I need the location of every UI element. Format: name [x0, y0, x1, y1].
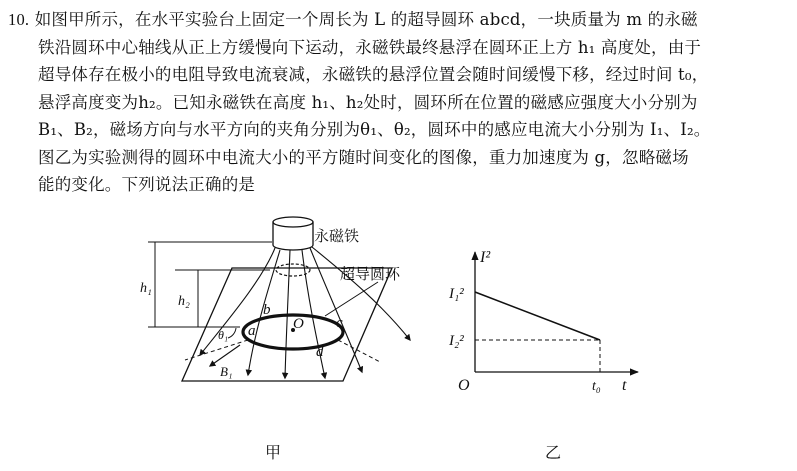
point-c-label: c	[336, 315, 343, 331]
magnet-bottom	[273, 245, 313, 250]
point-o-label: O	[293, 316, 304, 332]
point-d-label: d	[316, 344, 324, 360]
problem-line-1	[8, 6, 788, 34]
h1-label: h₁	[140, 281, 152, 296]
i-squared-line	[475, 292, 600, 340]
problem-text	[8, 6, 788, 199]
problem-line-5: B₁、B₂，磁场方向与水平方向的夹角分别为θ₁、θ₂，圆环中的感应电流大小分别为 I₁、I₂。	[38, 120, 711, 139]
y-tick-i1sq: I₁²	[449, 286, 464, 302]
problem-line-6: 图乙为实验测得的圆环中电流大小的平方随时间变化的图像，重力加速度为 g，忽略磁场	[38, 147, 689, 167]
problem-line-1-text: 如图甲所示，在水平实验台上固定一个周长为 L 的超导圆环 abcd，一块质量为 m 的永磁	[34, 10, 698, 29]
figure-jia	[130, 210, 430, 410]
point-a-label: a	[248, 323, 256, 339]
caption-jia: 甲	[265, 443, 282, 462]
x-axis-label: t	[622, 377, 627, 394]
problem-line-4: 悬浮高度变为h₂。已知永磁铁在高度 h₁、h₂处时，圆环所在位置的磁感应强度大小分别为	[38, 92, 698, 112]
figure-yi	[440, 240, 660, 400]
theta1-arc	[228, 328, 236, 338]
ring-label: 超导圆环	[340, 267, 401, 283]
magnet-label: 永磁铁	[314, 229, 360, 245]
ring-pointer	[325, 282, 378, 316]
b1-arrow	[210, 345, 240, 366]
caption-yi: 乙	[545, 443, 562, 462]
problem-number: 10.	[8, 10, 30, 29]
problem-line-7: 能的变化。下列说法正确的是	[38, 175, 256, 194]
field-line-6	[312, 247, 410, 340]
b1-label: B₁	[220, 364, 233, 379]
y-tick-i2sq: I₂²	[449, 333, 464, 349]
origin-label: O	[458, 377, 470, 394]
magnet-top	[273, 217, 313, 227]
point-b-label: b	[263, 302, 271, 318]
x-tick-t0: t₀	[592, 379, 601, 394]
h2-label: h₂	[178, 294, 190, 309]
y-axis-label: I²	[480, 249, 491, 266]
problem-line-3: 超导体存在极小的电阻导致电流衰减，永磁铁的悬浮位置会随时间缓慢下移，经过时间 t₀，	[38, 65, 709, 84]
dashed-extension-left	[185, 340, 248, 360]
problem-line-2: 铁沿圆环中心轴线从正上方缓慢向下运动，永磁铁最终悬浮在圆环正上方 h₁ 高度处，由于	[38, 37, 702, 57]
theta1-label: θ₁	[218, 328, 229, 342]
chart-marks	[475, 292, 600, 372]
